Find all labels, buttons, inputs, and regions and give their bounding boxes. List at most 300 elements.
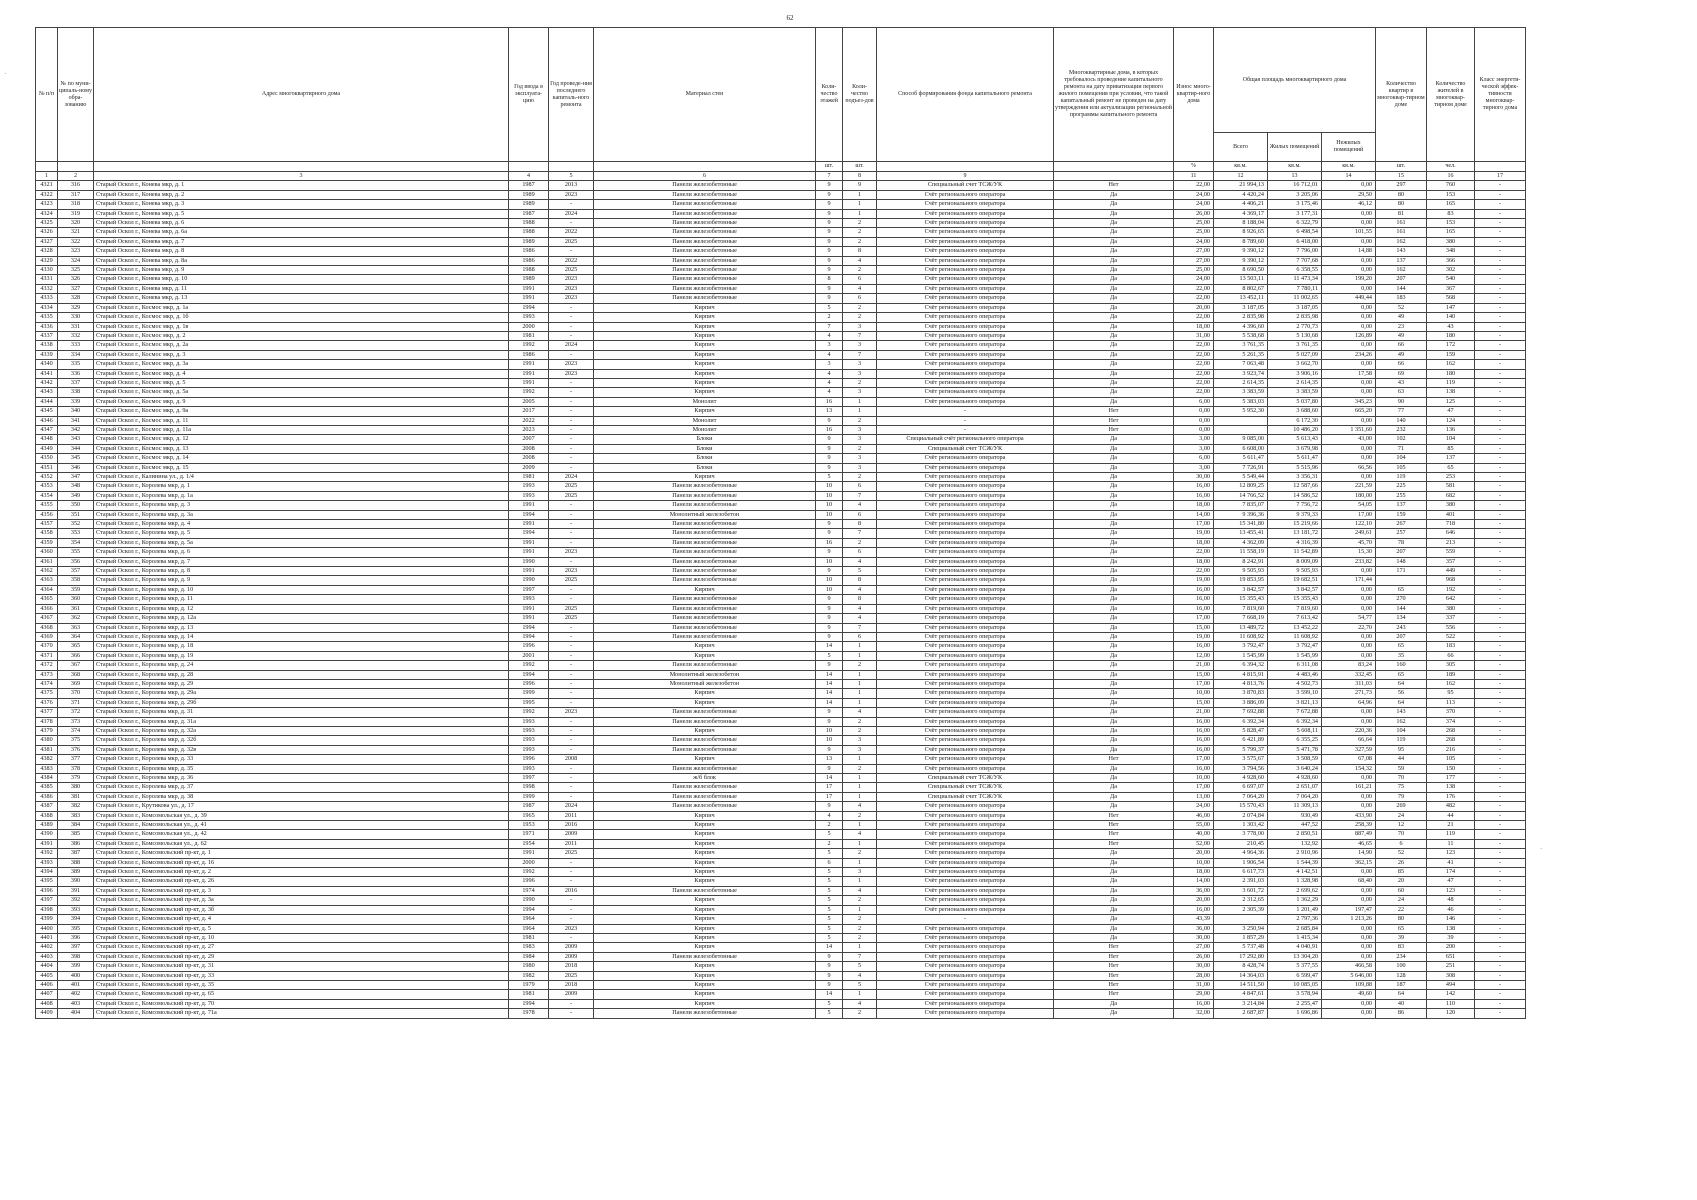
cell-apartments: 23: [1376, 322, 1427, 331]
cell-area-nonresidential: 171,44: [1322, 576, 1376, 585]
cell-privatization-repair: Да: [1054, 585, 1174, 594]
cell-entrances: 5: [843, 567, 877, 576]
table-row: [36, 473, 1526, 482]
cell-last-repair: -: [549, 642, 594, 651]
cell-fund-method: Счёт регионального оператора: [877, 679, 1054, 688]
cell-last-repair: -: [549, 717, 594, 726]
cell-energy-class: -: [1475, 943, 1526, 952]
cell-privatization-repair: Да: [1054, 924, 1174, 933]
cell-area-nonresidential: 0,00: [1322, 943, 1376, 952]
cell-entrances: 3: [843, 868, 877, 877]
cell-last-repair: 2023: [549, 924, 594, 933]
cell-area-nonresidential: 1 351,60: [1322, 425, 1376, 434]
cell-last-repair: -: [549, 679, 594, 688]
cell-energy-class: -: [1475, 980, 1526, 989]
cell-energy-class: -: [1475, 614, 1526, 623]
cell-fund-method: Счёт регионального оператора: [877, 237, 1054, 246]
cell-last-repair: -: [549, 632, 594, 641]
cell-address: Старый Оскол г., Королева мкр, д. 14: [94, 632, 509, 641]
cell-area-nonresidential: 271,73: [1322, 689, 1376, 698]
cell-address: Старый Оскол г., Конева мкр, д. 2: [94, 190, 509, 199]
cell-entrances: 1: [843, 651, 877, 660]
cell-wall-material: Кирпич: [594, 905, 816, 914]
cell-wall-material: Блоки: [594, 444, 816, 453]
cell-energy-class: -: [1475, 397, 1526, 406]
cell-area-residential: 6 322,79: [1268, 219, 1322, 228]
cell-municipal-no: 402: [58, 990, 94, 999]
cell-privatization-repair: Да: [1054, 670, 1174, 679]
cell-year-built: 1996: [509, 679, 549, 688]
cell-residents: 308: [1427, 971, 1475, 980]
cell-area-nonresidential: 54,77: [1322, 614, 1376, 623]
cell-area-total: 11 558,19: [1214, 548, 1268, 557]
cell-residents: 165: [1427, 200, 1475, 209]
cell-row-index: 4367: [36, 614, 58, 623]
cell-privatization-repair: Да: [1054, 482, 1174, 491]
cell-privatization-repair: Нет: [1054, 971, 1174, 980]
cell-address: Старый Оскол г., Комсомольский пр-кт, д. 4: [94, 915, 509, 924]
cell-area-nonresidential: 234,26: [1322, 350, 1376, 359]
cell-address: Старый Оскол г., Космос мкр, д. 13: [94, 444, 509, 453]
cell-year-built: 1990: [509, 576, 549, 585]
cell-wall-material: Кирпич: [594, 303, 816, 312]
cell-address: Старый Оскол г., Комсомольский пр-кт, д. 29: [94, 952, 509, 961]
cell-last-repair: 2024: [549, 473, 594, 482]
cell-year-built: 1964: [509, 924, 549, 933]
cell-address: Старый Оскол г., Королева мкр, д. 35: [94, 764, 509, 773]
cell-residents: 47: [1427, 877, 1475, 886]
cell-address: Старый Оскол г., Королева мкр, д. 36: [94, 774, 509, 783]
cell-area-residential: 4 928,60: [1268, 774, 1322, 783]
cell-row-index: 4376: [36, 698, 58, 707]
cell-residents: 180: [1427, 369, 1475, 378]
cell-municipal-no: 395: [58, 924, 94, 933]
cell-wall-material: Панели железобетонные: [594, 256, 816, 265]
table-row: [36, 266, 1526, 275]
cell-area-nonresidential: 64,96: [1322, 698, 1376, 707]
cell-year-built: 1991: [509, 548, 549, 557]
cell-area-nonresidential: 0,00: [1322, 651, 1376, 660]
cell-fund-method: Счёт регионального оператора: [877, 952, 1054, 961]
cell-wear: 15,00: [1174, 670, 1214, 679]
cell-energy-class: -: [1475, 896, 1526, 905]
cell-address: Старый Оскол г., Королева мкр, д. 5а: [94, 538, 509, 547]
cell-entrances: 1: [843, 943, 877, 952]
cell-row-index: 4368: [36, 623, 58, 632]
cell-area-nonresidential: 29,50: [1322, 190, 1376, 199]
cell-municipal-no: 342: [58, 425, 94, 434]
cell-area-residential: 1 362,29: [1268, 896, 1322, 905]
cell-address: Старый Оскол г., Комсомольский пр-кт, д. 71а: [94, 1009, 509, 1018]
cell-year-built: 1994: [509, 529, 549, 538]
cell-apartments: 104: [1376, 726, 1427, 735]
cell-area-residential: 11 473,34: [1268, 275, 1322, 284]
cell-fund-method: Счёт регионального оператора: [877, 802, 1054, 811]
cell-wear: 21,00: [1174, 661, 1214, 670]
table-row: [36, 303, 1526, 312]
cell-apartments: 143: [1376, 708, 1427, 717]
cell-municipal-no: 318: [58, 200, 94, 209]
cell-floors: 2: [816, 313, 843, 322]
cell-floors: 10: [816, 576, 843, 585]
cell-last-repair: 2023: [549, 284, 594, 293]
cell-row-index: 4398: [36, 905, 58, 914]
cell-apartments: 234: [1376, 952, 1427, 961]
cell-wall-material: Кирпич: [594, 962, 816, 971]
cell-fund-method: Счёт регионального оператора: [877, 755, 1054, 764]
table-row: [36, 604, 1526, 613]
cell-address: Старый Оскол г., Королева мкр, д. 19: [94, 651, 509, 660]
cell-area-residential: 6 311,08: [1268, 661, 1322, 670]
cell-row-index: 4324: [36, 209, 58, 218]
cell-wear: 52,00: [1174, 839, 1214, 848]
cell-apartments: 75: [1376, 783, 1427, 792]
cell-privatization-repair: Да: [1054, 858, 1174, 867]
cell-entrances: 4: [843, 886, 877, 895]
cell-last-repair: -: [549, 303, 594, 312]
cell-wear: 16,00: [1174, 745, 1214, 754]
cell-year-built: 2000: [509, 858, 549, 867]
cell-energy-class: -: [1475, 990, 1526, 999]
cell-area-residential: 3 187,05: [1268, 303, 1322, 312]
cell-entrances: 2: [843, 726, 877, 735]
cell-privatization-repair: Да: [1054, 576, 1174, 585]
cell-area-nonresidential: 0,00: [1322, 313, 1376, 322]
cell-area-residential: 3 599,10: [1268, 689, 1322, 698]
cell-entrances: 1: [843, 698, 877, 707]
cell-fund-method: Счёт регионального оператора: [877, 933, 1054, 942]
cell-row-index: 4357: [36, 520, 58, 529]
cell-last-repair: -: [549, 378, 594, 387]
cell-entrances: 1: [843, 642, 877, 651]
cell-area-residential: 7 780,11: [1268, 284, 1322, 293]
cell-residents: 39: [1427, 933, 1475, 942]
cell-municipal-no: 397: [58, 943, 94, 952]
cell-floors: 5: [816, 1009, 843, 1018]
cell-entrances: 3: [843, 454, 877, 463]
cell-last-repair: 2023: [549, 369, 594, 378]
cell-municipal-no: 367: [58, 661, 94, 670]
cell-energy-class: -: [1475, 322, 1526, 331]
cell-wear: 55,00: [1174, 821, 1214, 830]
cell-privatization-repair: Да: [1054, 679, 1174, 688]
cell-area-nonresidential: 887,49: [1322, 830, 1376, 839]
cell-municipal-no: 358: [58, 576, 94, 585]
cell-fund-method: Счёт регионального оператора: [877, 209, 1054, 218]
cell-municipal-no: 404: [58, 1009, 94, 1018]
cell-wear: 24,00: [1174, 802, 1214, 811]
column-number-row: [36, 172, 1526, 181]
cell-floors: 5: [816, 933, 843, 942]
cell-area-total: 21 994,13: [1214, 181, 1268, 190]
cell-area-residential: 5 608,11: [1268, 726, 1322, 735]
cell-residents: 213: [1427, 538, 1475, 547]
cell-year-built: 1994: [509, 905, 549, 914]
cell-area-nonresidential: 22,70: [1322, 623, 1376, 632]
cell-area-total: 6 608,00: [1214, 444, 1268, 453]
cell-area-total: 5 538,68: [1214, 331, 1268, 340]
cell-privatization-repair: Нет: [1054, 980, 1174, 989]
cell-area-nonresidential: 49,60: [1322, 990, 1376, 999]
cell-wear: 19,00: [1174, 576, 1214, 585]
cell-apartments: 20: [1376, 877, 1427, 886]
cell-area-residential: 2 850,51: [1268, 830, 1322, 839]
cell-entrances: 4: [843, 971, 877, 980]
cell-municipal-no: 352: [58, 520, 94, 529]
cell-year-built: 1996: [509, 642, 549, 651]
table-row: [36, 849, 1526, 858]
cell-wall-material: Кирпич: [594, 849, 816, 858]
cell-fund-method: Счёт регионального оператора: [877, 388, 1054, 397]
cell-last-repair: 2011: [549, 811, 594, 820]
cell-floors: 5: [816, 303, 843, 312]
cell-area-total: 7 819,60: [1214, 604, 1268, 613]
cell-wall-material: Панели железобетонные: [594, 491, 816, 500]
cell-wear: 24,00: [1174, 275, 1214, 284]
table-row: [36, 971, 1526, 980]
cell-area-residential: 13 452,22: [1268, 623, 1322, 632]
cell-apartments: 56: [1376, 689, 1427, 698]
cell-apartments: 66: [1376, 341, 1427, 350]
cell-apartments: 100: [1376, 962, 1427, 971]
cell-energy-class: -: [1475, 830, 1526, 839]
cell-energy-class: -: [1475, 971, 1526, 980]
col-header-privatization-repair: Многоквартирные дома, в которых требовалось проведение капитального ремонта на дату приватизации первого жилого помещения при условии, что такой капитальный ремонт не проведен на дату утверждения или актуализации региональной программы капитального ремонта: [1054, 28, 1174, 162]
cell-area-nonresidential: 0,00: [1322, 237, 1376, 246]
cell-entrances: 1: [843, 670, 877, 679]
cell-fund-method: Счёт регионального оператора: [877, 877, 1054, 886]
cell-residents: 150: [1427, 764, 1475, 773]
cell-residents: 46: [1427, 905, 1475, 914]
cell-privatization-repair: Да: [1054, 698, 1174, 707]
cell-apartments: 137: [1376, 501, 1427, 510]
cell-row-index: 4387: [36, 802, 58, 811]
cell-wear: 22,00: [1174, 567, 1214, 576]
cell-privatization-repair: Да: [1054, 313, 1174, 322]
cell-entrances: 2: [843, 444, 877, 453]
cell-area-nonresidential: 66,64: [1322, 736, 1376, 745]
cell-residents: 180: [1427, 331, 1475, 340]
cell-wear: 16,00: [1174, 726, 1214, 735]
cell-wear: 18,00: [1174, 538, 1214, 547]
col-header-apartments: Количество квартир в многоквар-тирном доме: [1376, 28, 1427, 162]
table-row: [36, 726, 1526, 735]
cell-wear: 25,00: [1174, 228, 1214, 237]
cell-row-index: 4364: [36, 585, 58, 594]
cell-area-total: 3 886,09: [1214, 698, 1268, 707]
cell-residents: 125: [1427, 397, 1475, 406]
table-row: [36, 670, 1526, 679]
cell-wear: 30,00: [1174, 933, 1214, 942]
cell-floors: 9: [816, 802, 843, 811]
cell-privatization-repair: Да: [1054, 294, 1174, 303]
cell-last-repair: -: [549, 726, 594, 735]
cell-area-residential: 8 009,09: [1268, 557, 1322, 566]
cell-energy-class: -: [1475, 190, 1526, 199]
cell-apartments: 52: [1376, 303, 1427, 312]
cell-address: Старый Оскол г., Конева мкр, д. 10: [94, 275, 509, 284]
cell-floors: 14: [816, 689, 843, 698]
cell-year-built: 1991: [509, 520, 549, 529]
cell-wall-material: Панели железобетонные: [594, 576, 816, 585]
cell-entrances: 2: [843, 764, 877, 773]
table-row: [36, 915, 1526, 924]
cell-floors: 10: [816, 482, 843, 491]
cell-last-repair: -: [549, 623, 594, 632]
cell-privatization-repair: Да: [1054, 548, 1174, 557]
cell-apartments: 187: [1376, 980, 1427, 989]
cell-wear: 10,00: [1174, 858, 1214, 867]
cell-last-repair: 2018: [549, 962, 594, 971]
cell-apartments: 24: [1376, 896, 1427, 905]
cell-address: Старый Оскол г., Королева мкр, д. 8: [94, 567, 509, 576]
cell-area-total: 6 697,07: [1214, 783, 1268, 792]
cell-municipal-no: 370: [58, 689, 94, 698]
cell-apartments: 65: [1376, 585, 1427, 594]
cell-floors: 4: [816, 350, 843, 359]
cell-wear: 12,00: [1174, 651, 1214, 660]
cell-address: Старый Оскол г., Космос мкр, д. 11: [94, 416, 509, 425]
cell-row-index: 4366: [36, 604, 58, 613]
cell-fund-method: Счёт регионального оператора: [877, 378, 1054, 387]
cell-municipal-no: 328: [58, 294, 94, 303]
cell-last-repair: -: [549, 520, 594, 529]
cell-wall-material: Кирпич: [594, 378, 816, 387]
cell-fund-method: Счёт регионального оператора: [877, 708, 1054, 717]
cell-year-built: 1990: [509, 896, 549, 905]
cell-last-repair: -: [549, 792, 594, 801]
cell-area-total: 3 794,56: [1214, 764, 1268, 773]
cell-last-repair: 2025: [549, 482, 594, 491]
cell-fund-method: Специальный счет ТСЖ/УК: [877, 783, 1054, 792]
cell-residents: 559: [1427, 548, 1475, 557]
cell-energy-class: -: [1475, 491, 1526, 500]
cell-area-nonresidential: 345,23: [1322, 397, 1376, 406]
cell-privatization-repair: Нет: [1054, 821, 1174, 830]
cell-row-index: 4345: [36, 407, 58, 416]
unit-floors: шт.: [816, 162, 843, 172]
cell-municipal-no: 383: [58, 811, 94, 820]
cell-area-total: 9 390,12: [1214, 256, 1268, 265]
table-row: [36, 407, 1526, 416]
cell-wall-material: Панели железобетонные: [594, 792, 816, 801]
cell-last-repair: -: [549, 736, 594, 745]
table-row: [36, 595, 1526, 604]
cell-floors: 9: [816, 980, 843, 989]
cell-area-residential: 1 328,98: [1268, 877, 1322, 886]
cell-year-built: 2008: [509, 454, 549, 463]
cell-energy-class: -: [1475, 510, 1526, 519]
cell-wall-material: Панели железобетонные: [594, 284, 816, 293]
cell-residents: 113: [1427, 698, 1475, 707]
cell-floors: 5: [816, 651, 843, 660]
cell-last-repair: 2024: [549, 341, 594, 350]
table-row: [36, 501, 1526, 510]
cell-year-built: 1995: [509, 698, 549, 707]
cell-area-total: 5 952,30: [1214, 407, 1268, 416]
column-number: 1: [36, 172, 58, 181]
cell-fund-method: Счёт регионального оператора: [877, 623, 1054, 632]
cell-entrances: 3: [843, 736, 877, 745]
cell-area-total: 9 505,93: [1214, 567, 1268, 576]
cell-floors: 5: [816, 849, 843, 858]
cell-privatization-repair: Да: [1054, 905, 1174, 914]
cell-last-repair: 2024: [549, 802, 594, 811]
cell-apartments: 183: [1376, 294, 1427, 303]
cell-apartments: 207: [1376, 275, 1427, 284]
cell-privatization-repair: Да: [1054, 849, 1174, 858]
cell-address: Старый Оскол г., Комсомольский пр-кт, д. 10: [94, 933, 509, 942]
cell-row-index: 4386: [36, 792, 58, 801]
cell-fund-method: Счёт регионального оператора: [877, 971, 1054, 980]
cell-row-index: 4395: [36, 877, 58, 886]
cell-floors: 9: [816, 520, 843, 529]
unit-area-nonresidential: кв.м.: [1322, 162, 1376, 172]
cell-wall-material: Кирпич: [594, 943, 816, 952]
cell-area-nonresidential: 0,00: [1322, 792, 1376, 801]
cell-residents: 646: [1427, 529, 1475, 538]
cell-wall-material: Блоки: [594, 435, 816, 444]
cell-energy-class: -: [1475, 219, 1526, 228]
cell-municipal-no: 386: [58, 839, 94, 848]
cell-area-total: 7 692,88: [1214, 708, 1268, 717]
cell-municipal-no: 344: [58, 444, 94, 453]
cell-area-total: 11 608,92: [1214, 632, 1268, 641]
cell-wall-material: Панели железобетонные: [594, 708, 816, 717]
column-number: 12: [1214, 172, 1268, 181]
cell-year-built: 1990: [509, 557, 549, 566]
cell-residents: 48: [1427, 896, 1475, 905]
cell-wear: 16,00: [1174, 999, 1214, 1008]
cell-year-built: 1991: [509, 849, 549, 858]
cell-energy-class: -: [1475, 821, 1526, 830]
cell-entrances: 3: [843, 322, 877, 331]
cell-area-nonresidential: 362,15: [1322, 858, 1376, 867]
col-header-year-built: Год ввода в эксплуата-цию: [509, 28, 549, 162]
table-row: [36, 717, 1526, 726]
cell-fund-method: Счёт регионального оператора: [877, 726, 1054, 735]
cell-municipal-no: 369: [58, 679, 94, 688]
cell-area-nonresidential: 14,88: [1322, 247, 1376, 256]
cell-municipal-no: 349: [58, 491, 94, 500]
table-row: [36, 999, 1526, 1008]
col-header-area-nonresidential: Нежилых помещений: [1322, 133, 1376, 162]
cell-wall-material: Кирпич: [594, 811, 816, 820]
cell-year-built: 1991: [509, 501, 549, 510]
cell-residents: 140: [1427, 313, 1475, 322]
cell-fund-method: Счёт регионального оператора: [877, 896, 1054, 905]
cell-address: Старый Оскол г., Комсомольский пр-кт, д. 70: [94, 999, 509, 1008]
cell-last-repair: 2008: [549, 755, 594, 764]
cell-area-nonresidential: 0,00: [1322, 896, 1376, 905]
cell-wear: 25,00: [1174, 266, 1214, 275]
cell-year-built: 1999: [509, 792, 549, 801]
cell-wall-material: Панели железобетонные: [594, 538, 816, 547]
cell-year-built: 1981: [509, 933, 549, 942]
cell-year-built: 1978: [509, 1009, 549, 1018]
cell-last-repair: 2016: [549, 886, 594, 895]
cell-last-repair: 2013: [549, 181, 594, 190]
cell-fund-method: -: [877, 407, 1054, 416]
cell-year-built: 1994: [509, 303, 549, 312]
cell-municipal-no: 393: [58, 905, 94, 914]
cell-apartments: 26: [1376, 858, 1427, 867]
table-row: [36, 623, 1526, 632]
cell-last-repair: -: [549, 745, 594, 754]
cell-wall-material: Панели железобетонные: [594, 745, 816, 754]
cell-floors: 17: [816, 792, 843, 801]
cell-address: Старый Оскол г., Комсомольский пр-кт, д. 65: [94, 990, 509, 999]
